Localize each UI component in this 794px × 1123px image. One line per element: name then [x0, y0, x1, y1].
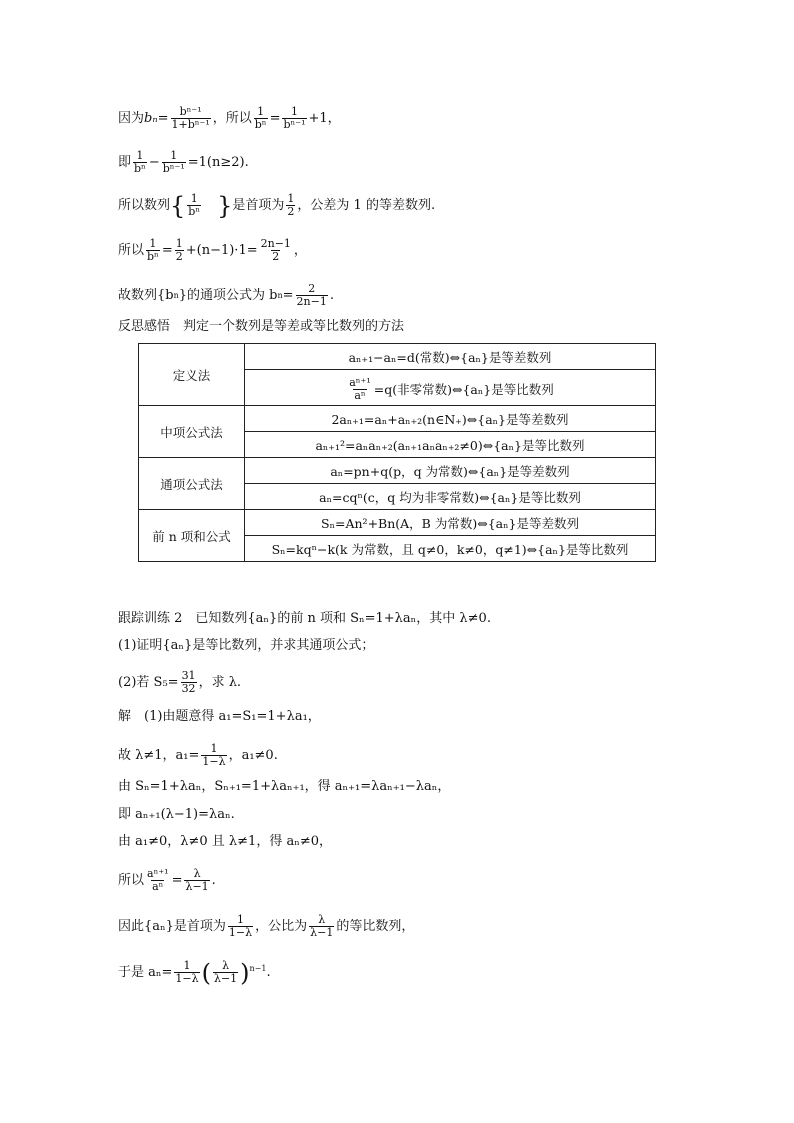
table-row [139, 406, 656, 432]
fraction: $\frac{1}{\text{bⁿ}}$ [254, 105, 267, 131]
fraction: $\frac{1}{1-\lambda}$ [202, 742, 226, 768]
intro-line-3: 所以数列 { $\frac{1}{\text{bⁿ}}$ } 是首项为 $\frac{1}{2}$ ，公差为 1 的等差数列. [118, 191, 436, 220]
geo-cell: aₙ=cqⁿ(c，q 均为非零常数)⇔{aₙ}是等比数列 [245, 484, 656, 510]
solution-line-8: 于是 aₙ= $\frac{1}{1-\lambda}$ ( $\frac{\lambda}{\lambda-1}$ ) $^{n-1}$ . [118, 958, 271, 987]
solution-line-1: 解 (1)由题意得 a₁=S₁=1+λa₁， [118, 709, 321, 724]
fraction: $\frac{\text{aⁿ⁺¹}}{\text{aⁿ}}$ [349, 375, 371, 402]
method-cell: 前 n 项和公式 [139, 510, 245, 562]
left-paren: ( [201, 958, 211, 987]
exercise-title: 跟踪训练 2 已知数列{aₙ}的前 n 项和 Sₙ=1+λaₙ，其中 λ≠0. [118, 611, 491, 626]
table-row [139, 344, 656, 370]
solution-line-6: 所以 $\frac{\text{aⁿ⁺¹}}{\text{aⁿ}}$ = $\frac{\lambda}{\lambda-1}$ . [118, 867, 216, 893]
solution-line-2: 故 λ≠1，a₁= $\frac{1}{1-\lambda}$ ，a₁≠0. [118, 742, 278, 768]
fraction: $\frac{1}{2}$ [175, 237, 183, 263]
geo-cell: $\frac{\text{aⁿ⁺¹}}{\text{aⁿ}}$ =q(非零常数)⇔{aₙ}是等比数列 [245, 370, 656, 406]
fraction: $\frac{1}{\text{bⁿ}}$ [188, 192, 201, 218]
method-cell: 定义法 [139, 344, 245, 406]
reflection-title: 反思感悟 判定一个数列是等差或等比数列的方法 [118, 319, 405, 334]
method-cell: 通项公式法 [139, 458, 245, 510]
fraction: $\frac{\text{aⁿ⁺¹}}{\text{aⁿ}}$ [147, 867, 169, 893]
exercise-part-2: (2)若 S₅= $\frac{31}{32}$ ，求 λ. [118, 669, 242, 695]
fraction: $\frac{2n-1}{2}$ [260, 237, 291, 263]
intro-line-1: 因为 bₙ = $\frac{\text{bⁿ⁻¹}}{\text{1+bⁿ⁻¹}}$ ，所以 $\frac{1}{\text{bⁿ}}$ = $\frac{1}{\text{bⁿ⁻¹}}$ +1， [118, 105, 341, 131]
intro-line-4: 所以 $\frac{1}{\text{bⁿ}}$ = $\frac{1}{2}$ +(n−1)·1= $\frac{2n-1}{2}$ ， [118, 237, 307, 263]
fraction: $\frac{2}{2n-1}$ [296, 282, 327, 308]
arith-cell: aₙ₊₁−aₙ=d(常数)⇔{aₙ}是等差数列 [245, 344, 656, 370]
method-cell: 中项公式法 [139, 406, 245, 458]
table-row [139, 510, 656, 536]
intro-line-2: 即 $\frac{1}{\text{bⁿ}}$ − $\frac{1}{\text{bⁿ⁻¹}}$ =1(n≥2). [118, 149, 249, 175]
arith-cell: 2aₙ₊₁=aₙ+aₙ₊₂(n∈N₊)⇔{aₙ}是等差数列 [245, 406, 656, 432]
solution-line-3: 由 Sₙ=1+λaₙ，Sₙ₊₁=1+λaₙ₊₁，得 aₙ₊₁=λaₙ₊₁−λaₙ， [118, 779, 451, 794]
exercise-part-1: (1)证明{aₙ}是等比数列，并求其通项公式； [118, 638, 375, 653]
right-paren: ) [240, 958, 250, 987]
arith-cell: Sₙ=An²+Bn(A，B 为常数)⇔{aₙ}是等差数列 [245, 510, 656, 536]
fraction: $\frac{1}{\text{bⁿ⁻¹}}$ [162, 149, 185, 175]
geo-cell: aₙ₊₁²=aₙaₙ₊₂(aₙ₊₁aₙaₙ₊₂≠0)⇔{aₙ}是等比数列 [245, 432, 656, 458]
right-brace: } [217, 191, 233, 220]
geo-cell: Sₙ=kqⁿ−k(k 为常数，且 q≠0，k≠0，q≠1)⇔{aₙ}是等比数列 [245, 536, 656, 562]
fraction: $\frac{1}{1-\lambda}$ [228, 913, 253, 939]
fraction: $\frac{1}{\text{bⁿ}}$ [134, 149, 146, 175]
intro-line-5: 故数列{b n }的通项公式为 b n = $\frac{2}{2n-1}$ . [118, 282, 334, 308]
fraction: $\frac{\text{bⁿ⁻¹}}{\text{1+bⁿ⁻¹}}$ [171, 105, 210, 131]
fraction: $\frac{1}{1-\lambda}$ [175, 959, 199, 985]
solution-line-5: 由 a₁≠0，λ≠0 且 λ≠1，得 aₙ≠0， [118, 834, 332, 849]
fraction: $\frac{1}{2}$ [287, 192, 295, 218]
method-table [138, 343, 656, 562]
arith-cell: aₙ=pn+q(p，q 为常数)⇔{aₙ}是等差数列 [245, 458, 656, 484]
fraction: $\frac{1}{\text{bⁿ}}$ [147, 237, 159, 263]
solution-line-7: 因此{aₙ}是首项为 $\frac{1}{1-\lambda}$ ，公比为 $\frac{\lambda}{\lambda-1}$ 的等比数列， [118, 913, 415, 939]
table-row [139, 458, 656, 484]
fraction: $\frac{\lambda}{\lambda-1}$ [213, 959, 238, 985]
fraction: $\frac{\lambda}{\lambda-1}$ [310, 913, 334, 939]
solution-line-4: 即 aₙ₊₁(λ−1)=λaₙ. [118, 807, 235, 822]
fraction: $\frac{1}{\text{bⁿ⁻¹}}$ [283, 105, 306, 131]
fraction: $\frac{31}{32}$ [181, 669, 196, 695]
left-brace: { [170, 191, 186, 220]
fraction: $\frac{\lambda}{\lambda-1}$ [185, 867, 209, 893]
